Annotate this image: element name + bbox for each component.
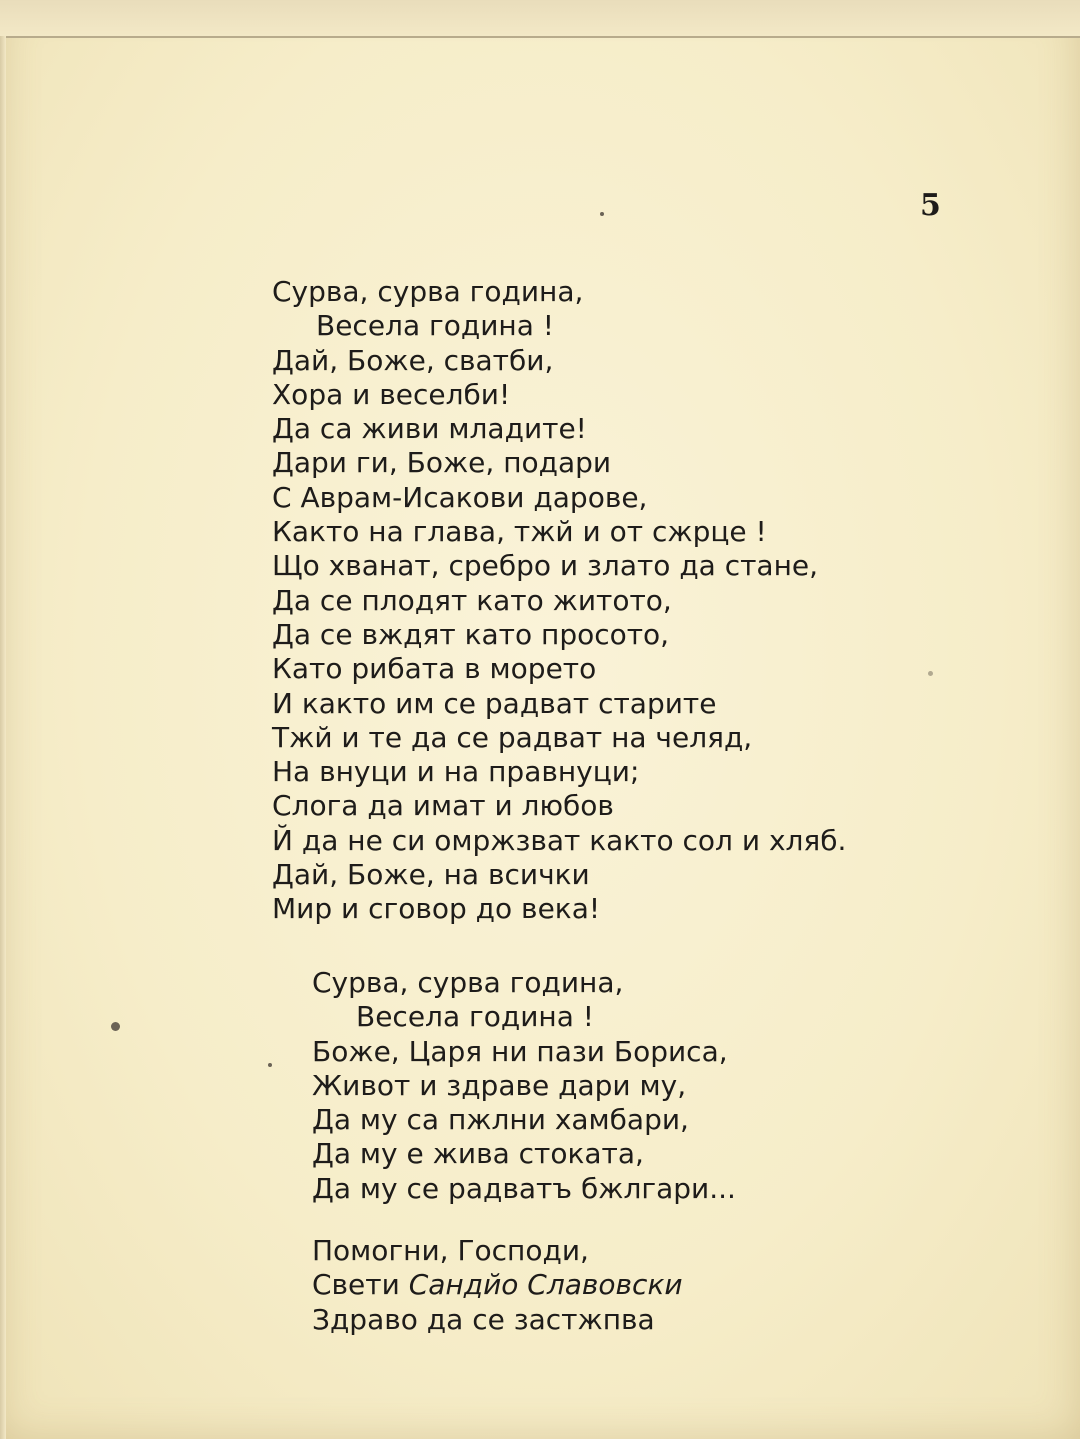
verse-line: Весела година !: [356, 1000, 594, 1034]
verse-line: Като рибата в морето: [272, 652, 597, 686]
verse-line: С Аврам-Исакови дарове,: [272, 480, 648, 514]
verse-line: И както им се радват старите: [272, 686, 717, 720]
paper-speck: [268, 1063, 272, 1067]
paper-speck: [928, 671, 933, 676]
verse-line: Весела година !: [316, 309, 554, 343]
verse-line: Хора и веселби!: [272, 377, 511, 411]
stanza-2: [312, 966, 736, 1206]
paper-speck: [600, 212, 604, 216]
verse-line: Боже, Царя ни пази Бориса,: [312, 1034, 728, 1068]
verse-line: Да му е жива стоката,: [312, 1137, 644, 1171]
verse-line: [312, 1268, 683, 1302]
verse-line: Както на глава, тжй и от сжрце !: [272, 515, 767, 549]
verse-line: Дай, Боже, сватби,: [272, 343, 554, 377]
verse-line: Дари ги, Боже, подари: [272, 446, 612, 480]
saint-name: Сандйо Славовски: [408, 1268, 683, 1302]
verse-line: Да се вждят като просото,: [272, 617, 670, 651]
verse-line: Що хванат, сребро и злато да стане,: [272, 549, 819, 583]
verse-line: Живот и здраве дари му,: [312, 1068, 687, 1102]
verse-line: Здраво да се застжпва: [312, 1302, 655, 1336]
page-top-edge: [0, 0, 1080, 38]
verse-line: Мир и сговор до века!: [272, 892, 601, 926]
verse-line: Да му се радватъ бжлгари...: [312, 1171, 736, 1205]
verse-line: Слога да имат и любов: [272, 789, 614, 823]
verse-line: На внуци и на правнуци;: [272, 755, 640, 789]
page-number: 5: [920, 188, 941, 223]
verse-line: Сурва, сурва година,: [312, 966, 624, 999]
verse-line: Помогни, Господи,: [312, 1234, 589, 1267]
verse-line: Й да не си омржзват както сол и хляб.: [272, 823, 847, 857]
page-left-edge: [0, 36, 6, 1439]
verse-line: Дай, Боже, на всички: [272, 858, 590, 892]
stanza-1: [272, 275, 846, 927]
verse-line: Тжй и те да се радват на челяд,: [272, 720, 753, 754]
verse-line: Да са живи младите!: [272, 412, 587, 446]
paper-speck: [111, 1022, 120, 1031]
verse-prefix: Свети: [312, 1268, 400, 1302]
verse-line: Да му са пжлни хамбари,: [312, 1103, 689, 1137]
verse-line: Сурва, сурва година,: [272, 275, 584, 308]
stanza-3: [312, 1234, 683, 1337]
verse-line: Да се плодят като житото,: [272, 583, 672, 617]
